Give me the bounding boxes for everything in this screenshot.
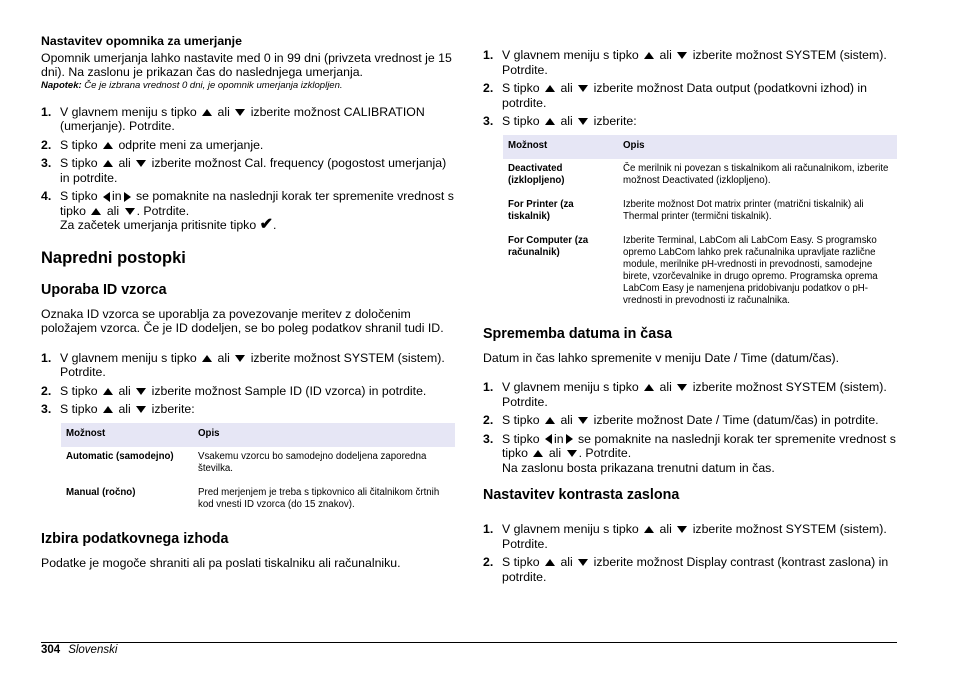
up-arrow-icon	[545, 559, 555, 566]
data-output-paragraph: Podatke je mogoče shraniti ali pa poslati tiskalniku ali računalniku.	[41, 555, 401, 570]
table-row: Deactivated (izklopljeno) Če merilnik ni povezan s tiskalnikom ali računalnikom, izberite možnost Deactivated (izklopljeno).	[508, 162, 889, 186]
table-row: For Computer (za računalnik) Izberite Terminal, LabCom ali LabCom Easy. S programsko opremo LabCom lahko prek računalnika upravljate različne module, merilnike pH-vrednosti in prevodnosti, samodejne birete, vzorčevalnike in drugo opremo. Programska oprema LabCom Easy je namenjena pridobivanju podatkov o pH-vrednosti in prevodnosti iz računalnika.	[508, 234, 878, 306]
up-arrow-icon	[103, 388, 113, 395]
up-arrow-icon	[103, 406, 113, 413]
down-arrow-icon	[136, 160, 146, 167]
list-item: 1. V glavnem meniju s tipko ali izberite možnost CALIBRATION (umerjanje). Potrdite.	[41, 104, 425, 133]
up-arrow-icon	[644, 526, 654, 533]
down-arrow-icon	[567, 450, 577, 457]
footer	[41, 643, 117, 658]
up-arrow-icon	[545, 417, 555, 424]
list-item: 3. S tipko ali izberite možnost Cal. frequency (pogostost umerjanja) in potrdite.	[41, 156, 447, 185]
left-arrow-icon	[103, 192, 110, 202]
list-item: 2. S tipko ali izberite možnost Data output (podatkovni izhod) in potrdite.	[483, 81, 868, 110]
up-arrow-icon	[91, 208, 101, 215]
up-arrow-icon	[533, 450, 543, 457]
up-arrow-icon	[103, 142, 113, 149]
sample-id-steps	[41, 351, 455, 417]
down-arrow-icon	[125, 208, 135, 215]
reminder-paragraph: Opomnik umerjanja lahko nastavite med 0 in 99 dni (privzeta vrednost je 15 dni). Na zaslonu je prikazan čas do naslednjega umerjanja.	[41, 50, 452, 79]
table-row: Automatic (samodejno) Vsakemu vzorcu bo samodejno dodeljena zaporedna številka.	[66, 450, 427, 474]
reminder-note: Napotek: Če je izbrana vrednost 0 dni, je opomnik umerjanja izklopljen.	[41, 79, 343, 91]
list-item: 2. S tipko ali izberite možnost Date / Time (datum/čas) in potrdite.	[483, 413, 879, 427]
down-arrow-icon	[578, 559, 588, 566]
up-arrow-icon	[103, 160, 113, 167]
right-arrow-icon	[124, 192, 131, 202]
data-output-table	[503, 135, 897, 315]
down-arrow-icon	[235, 109, 245, 116]
reminder-steps	[41, 105, 455, 233]
up-arrow-icon	[545, 85, 555, 92]
footer-language: Slovenski	[68, 644, 118, 656]
sample-id-paragraph: Oznaka ID vzorca se uporablja za povezovanje meritev z določenim položajem vzorca. Če je ID dodeljen, se bo poleg podatkov shranil tudi ID.	[41, 306, 444, 335]
table-header: Možnost	[503, 135, 618, 159]
advanced-heading: Napredni postopki	[41, 248, 186, 267]
down-arrow-icon	[578, 118, 588, 125]
up-arrow-icon	[644, 52, 654, 59]
list-item: 1. V glavnem meniju s tipko ali izberite možnost SYSTEM (sistem). Potrdite.	[483, 522, 887, 551]
list-item: 3. S tipko in se pomaknite na naslednji korak ter spremenite vrednost s tipko ali . Potrdite. Na zaslonu bosta prikazana trenutni datum in čas.	[483, 431, 896, 475]
date-time-paragraph: Datum in čas lahko spremenite v meniju Date / Time (datum/čas).	[483, 350, 840, 365]
down-arrow-icon	[677, 526, 687, 533]
data-output-steps	[483, 48, 897, 129]
down-arrow-icon	[235, 355, 245, 362]
up-arrow-icon	[202, 109, 212, 116]
contrast-steps	[483, 522, 897, 584]
list-item: 2. S tipko ali izberite možnost Display contrast (kontrast zaslona) in potrdite.	[483, 555, 889, 584]
sample-id-table	[61, 423, 455, 519]
down-arrow-icon	[578, 417, 588, 424]
down-arrow-icon	[677, 384, 687, 391]
left-column	[41, 34, 455, 570]
table-row: For Printer (za tiskalnik) Izberite možnost Dot matrix printer (matrični tiskalnik) ali Thermal printer (termični tiskalnik).	[508, 198, 864, 222]
list-item: 2. S tipko ali izberite možnost Sample ID (ID vzorca) in potrdite.	[41, 383, 427, 398]
left-arrow-icon	[545, 434, 552, 444]
date-time-steps	[483, 380, 897, 475]
list-item: 3. S tipko ali izberite:	[41, 402, 195, 416]
footer-divider	[41, 642, 897, 643]
list-item: 1. V glavnem meniju s tipko ali izberite možnost SYSTEM (sistem). Potrdite.	[483, 48, 887, 77]
table-header: Možnost	[61, 423, 193, 447]
list-item: 4. S tipko in se pomaknite na naslednji korak ter spremenite vrednost s tipko ali . Potrdite. Za začetek umerjanja pritisnite tipko ✔.	[41, 189, 454, 233]
page-number: 304	[41, 644, 61, 656]
table-row: Manual (ročno) Pred merjenjem je treba s tipkovnico ali čitalnikom črtnih kod vnesti ID vzorca (do 15 znakov).	[66, 486, 440, 510]
up-arrow-icon	[644, 384, 654, 391]
down-arrow-icon	[677, 52, 687, 59]
reminder-heading: Nastavitev opomnika za umerjanje	[41, 34, 242, 48]
down-arrow-icon	[578, 85, 588, 92]
list-item: 3. S tipko ali izberite:	[483, 114, 637, 128]
right-arrow-icon	[566, 434, 573, 444]
list-item: 1. V glavnem meniju s tipko ali izberite možnost SYSTEM (sistem). Potrdite.	[483, 380, 887, 409]
table-header: Opis	[618, 135, 897, 159]
up-arrow-icon	[545, 118, 555, 125]
list-item: 2. S tipko odprite meni za umerjanje.	[41, 137, 264, 152]
list-item: 1. V glavnem meniju s tipko ali izberite možnost SYSTEM (sistem). Potrdite.	[41, 350, 445, 379]
sample-id-heading: Uporaba ID vzorca	[41, 281, 167, 298]
contrast-heading: Nastavitev kontrasta zaslona	[483, 487, 680, 503]
data-output-heading: Izbira podatkovnega izhoda	[41, 530, 229, 547]
right-column	[483, 48, 897, 588]
date-time-heading: Sprememba datuma in časa	[483, 325, 673, 342]
down-arrow-icon	[136, 388, 146, 395]
up-arrow-icon	[202, 355, 212, 362]
table-header: Opis	[193, 423, 455, 447]
down-arrow-icon	[136, 406, 146, 413]
checkmark-icon: ✔	[259, 216, 273, 233]
